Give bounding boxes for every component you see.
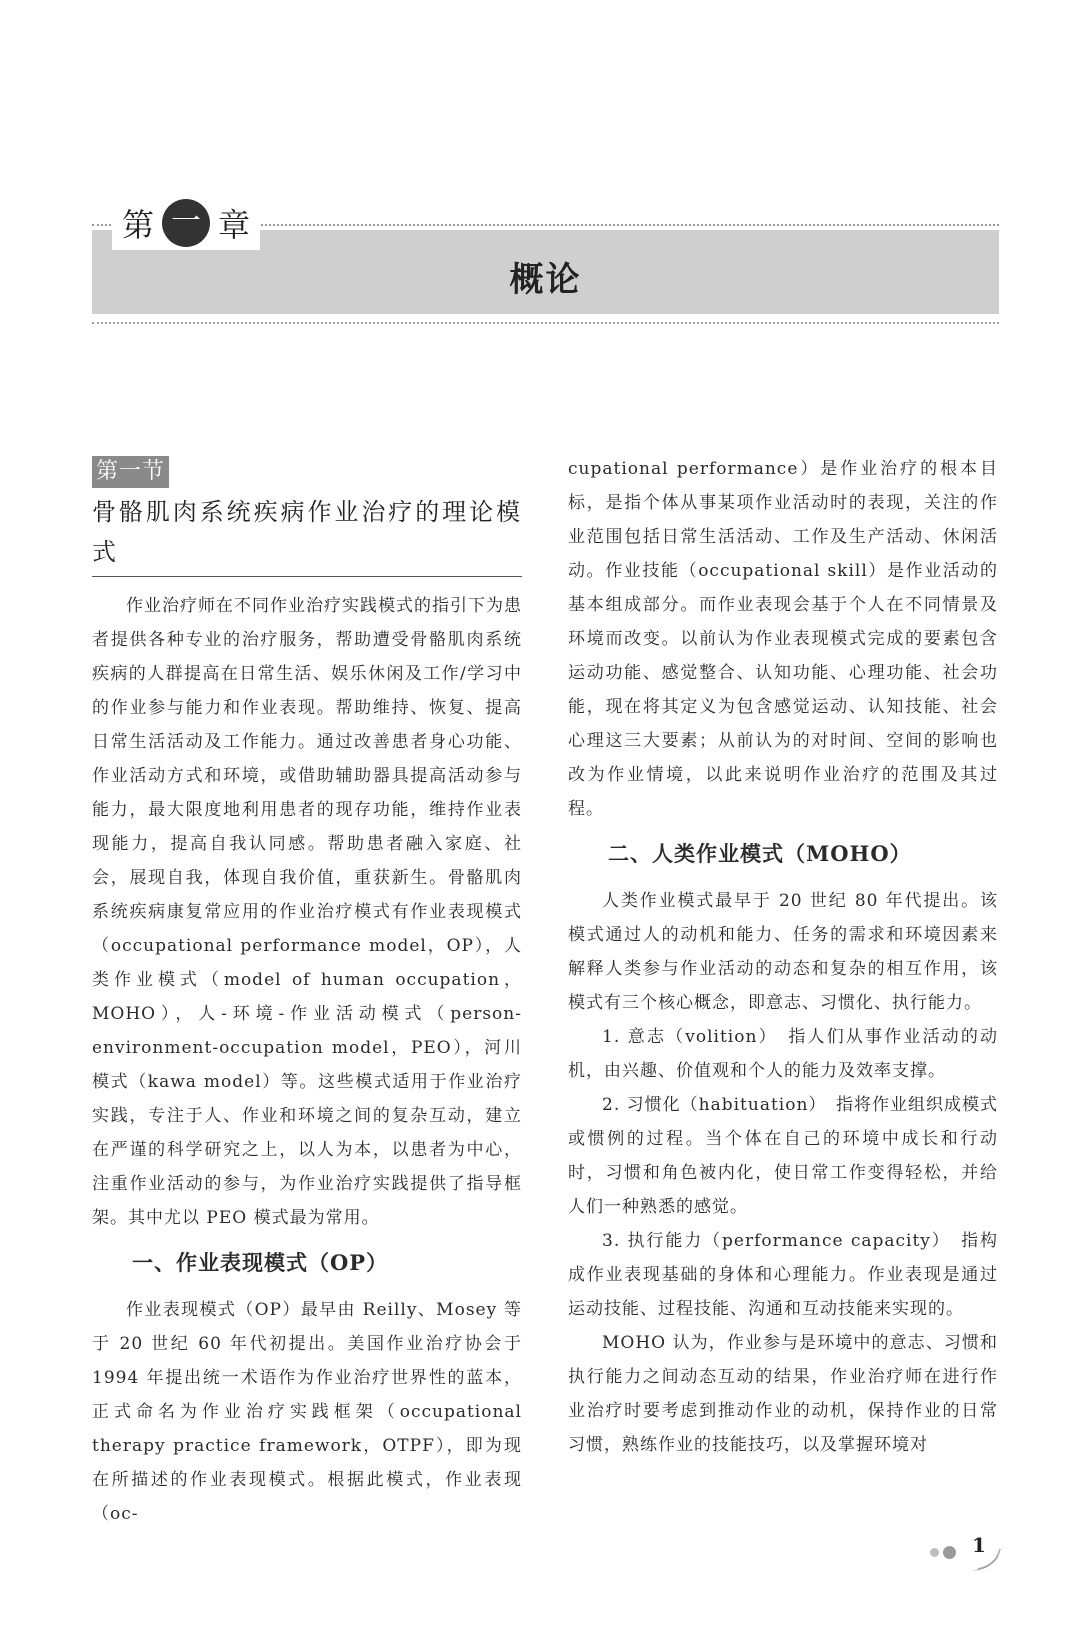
right-paragraph-3: 1. 意志（volition） 指人们从事作业活动的动机，由兴趣、价值观和个人的能力及效率支撑。: [568, 1027, 998, 1081]
decorative-dot-icon: [943, 1546, 956, 1559]
section-label-box: [92, 452, 522, 490]
chapter-number-badge: 一: [162, 199, 210, 247]
right-paragraph-4: 2. 习惯化（habituation） 指将作业组织成模式或惯例的过程。当个体在自己的环境中成长和行动时，习惯和角色被内化，使日常工作变得轻松，并给人们一种熟悉的感觉。: [568, 1095, 998, 1217]
right-paragraph-6: MOHO 认为，作业参与是环境中的意志、习惯和执行能力之间动态互动的结果，作业治疗师在进行作业治疗时要考虑到推动作业的动机，保持作业的日常习惯，熟练作业的技能技巧，以及掌握环境对: [568, 1333, 998, 1455]
subheading-op: 一、作业表现模式（OP）: [132, 1250, 389, 1275]
section-title: 骨骼肌肉系统疾病作业治疗的理论模式: [92, 492, 522, 577]
right-paragraph-5: 3. 执行能力（performance capacity） 指构成作业表现基础的身体和心理能力。作业表现是通过运动技能、过程技能、沟通和互动技能来实现的。: [568, 1231, 998, 1319]
right-column: [568, 452, 998, 1462]
left-paragraph-2: 作业表现模式（OP）最早由 Reilly、Mosey 等于 20 世纪 60 年代初提出。美国作业治疗协会于 1994 年提出统一术语作为作业治疗世界性的蓝本，正式命名为作业治疗实践框架（occupational therapy practice framework，OTPF），即为现在所描述的作业表现模式。根据此模式，作业表现（oc-: [92, 1300, 522, 1524]
section-label: 第一节: [92, 456, 169, 488]
chapter-label-prefix: 第: [122, 206, 155, 244]
subheading-moho: 二、人类作业模式（MOHO）: [608, 841, 912, 866]
right-paragraph-2: 人类作业模式最早于 20 世纪 80 年代提出。该模式通过人的动机和能力、任务的需求和环境因素来解释人类参与作业活动的动态和复杂的相互作用，该模式有三个核心概念，即意志、习惯化、执行能力。: [568, 891, 998, 1013]
page-footer: [930, 1525, 1010, 1575]
right-paragraph-1: cupational performance）是作业治疗的根本目标，是指个体从事某项作业活动时的表现，关注的作业范围包括日常生活活动、工作及生产活动、休闲活动。作业技能（occupational skill）是作业活动的基本组成部分。而作业表现会基于个人在不同情景及环境而改变。以前认为作业表现模式完成的要素包含运动功能、感觉整合、认知功能、心理功能、社会功能，现在将其定义为包含感觉运动、认知技能、社会心理这三大要素；从前认为的对时间、空间的影响也改为作业情境，以此来说明作业治疗的范围及其过程。: [568, 459, 998, 819]
chapter-label-suffix: 章: [218, 206, 251, 244]
chapter-label: [112, 196, 260, 250]
chapter-bottom-divider: [92, 322, 999, 324]
decorative-dot-icon: [930, 1548, 939, 1557]
chapter-title: 概论: [509, 260, 582, 300]
page-number: 1: [972, 1533, 986, 1557]
left-column: [92, 452, 522, 1531]
left-paragraph-1: 作业治疗师在不同作业治疗实践模式的指引下为患者提供各种专业的治疗服务，帮助遭受骨骼肌肉系统疾病的人群提高在日常生活、娱乐休闲及工作/学习中的作业参与能力和作业表现。帮助维持、恢复、提高日常生活活动及工作能力。通过改善患者身心功能、作业活动方式和环境，或借助辅助器具提高活动参与能力，最大限度地利用患者的现存功能，维持作业表现能力，提高自我认同感。帮助患者融入家庭、社会，展现自我，体现自我价值，重获新生。骨骼肌肉系统疾病康复常应用的作业治疗模式有作业表现模式（occupational performance model，OP），人类作业模式（model of human occupation，MOHO），人-环境-作业活动模式（person-environment-occupation model，PEO），河川模式（kawa model）等。这些模式适用于作业治疗实践，专注于人、作业和环境之间的复杂互动，建立在严谨的科学研究之上，以人为本，以患者为中心，注重作业活动的参与，为作业治疗实践提供了指导框架。其中尤以 PEO 模式最为常用。: [92, 596, 522, 1228]
